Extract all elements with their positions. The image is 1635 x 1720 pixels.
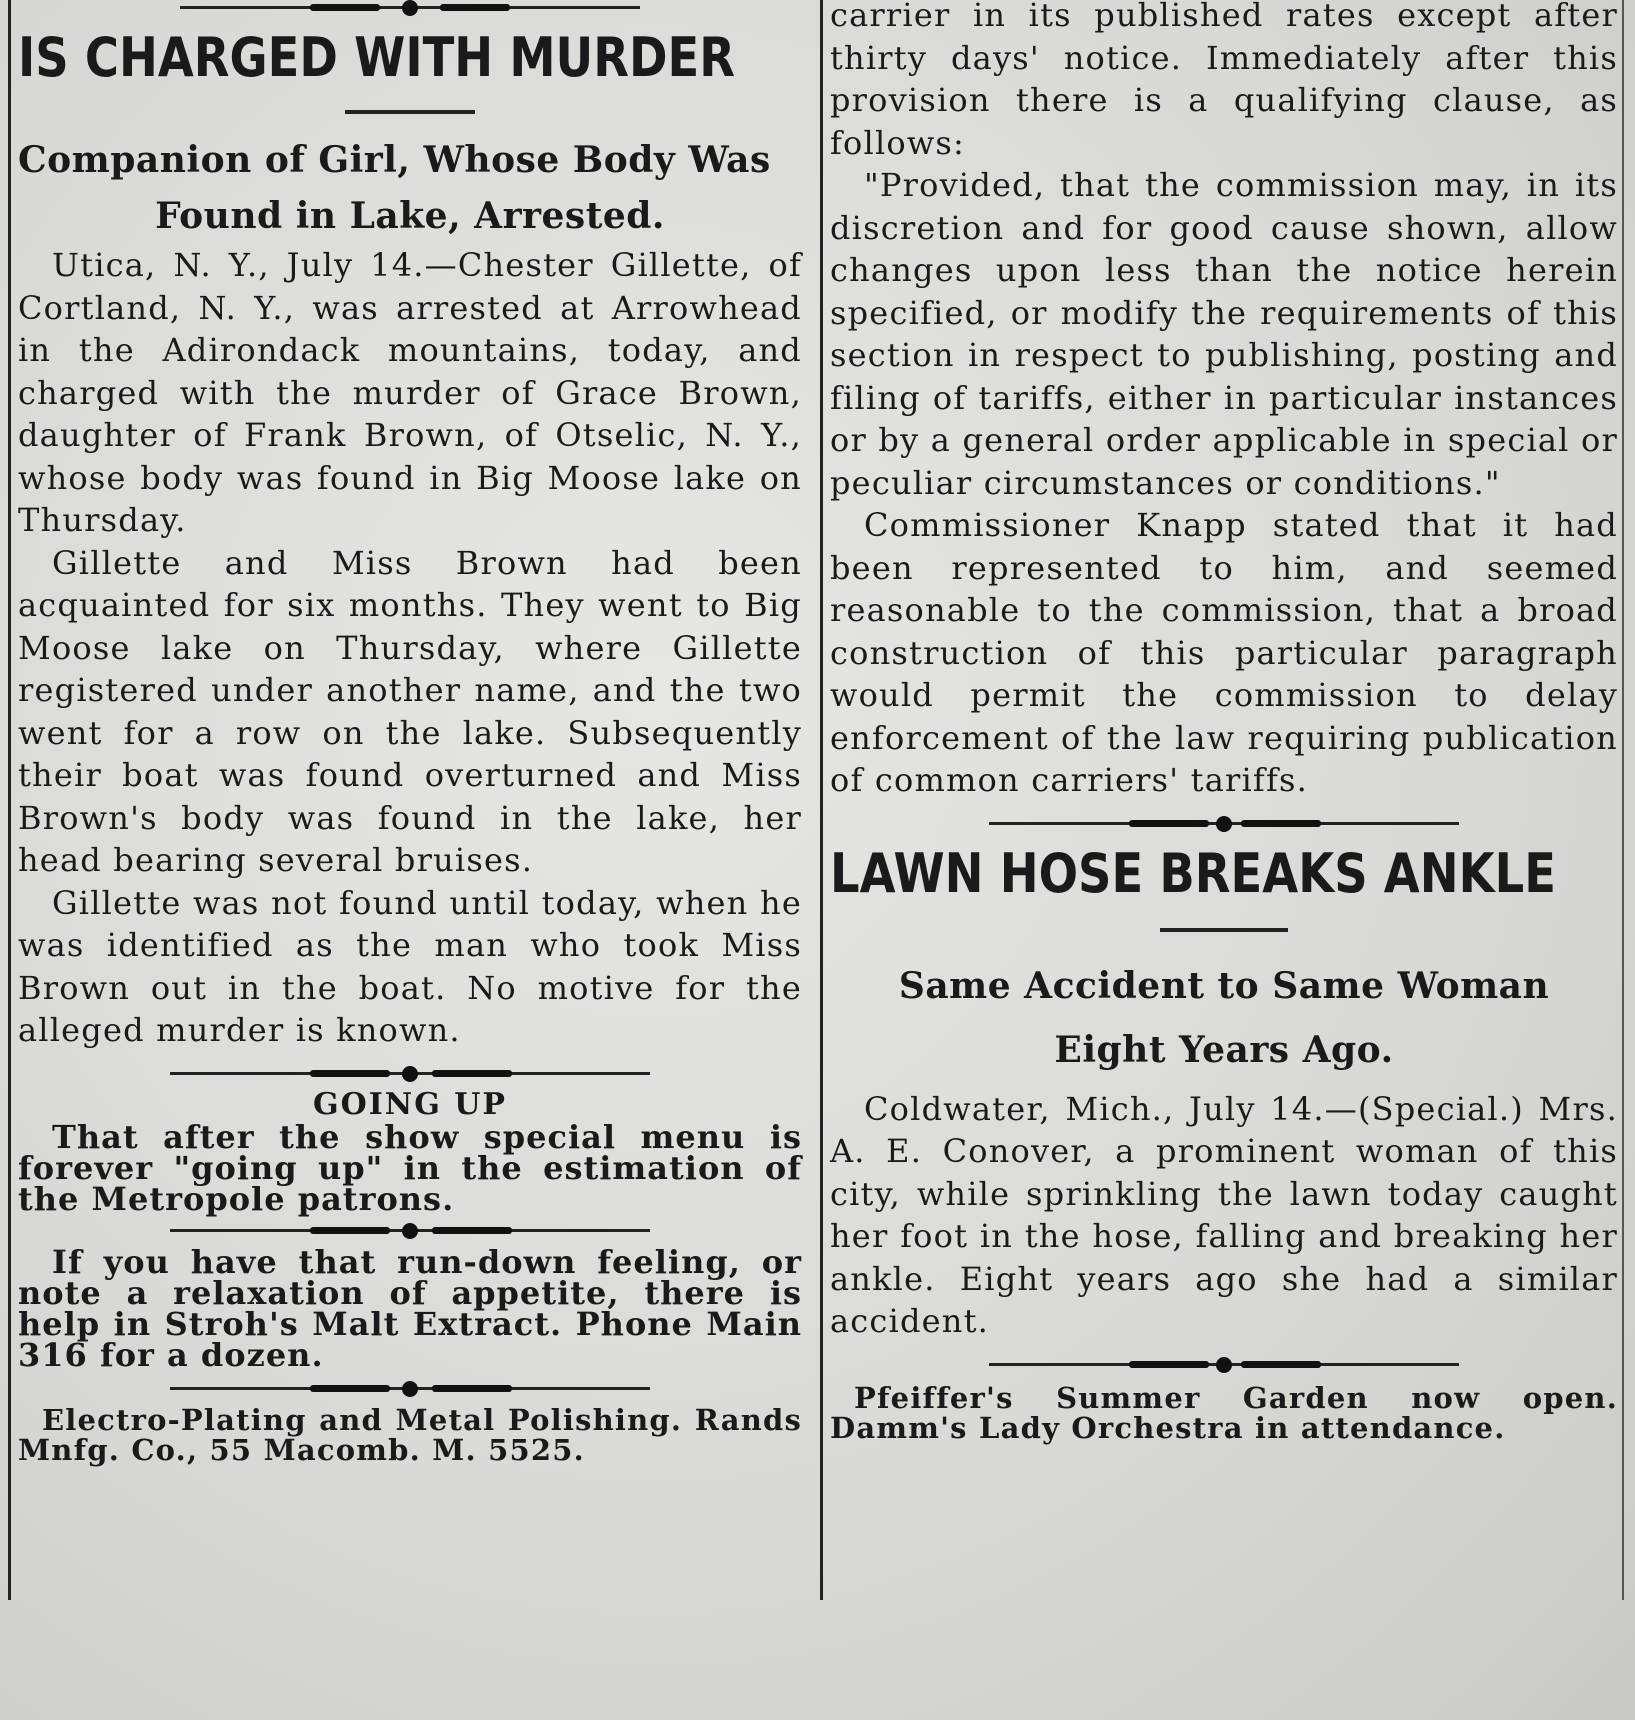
murder-paragraph-1: Utica, N. Y., July 14.—Chester Gillette, of Cortland, N. Y., was arrested at Arrowhead in the Adirondack mountains, today, and charged with the murder of Grace Brown, daughter of Frank Brown, of Otselic, N. Y., whose body was found in Big Moose lake on Thursday. (18, 246, 802, 539)
ornament-rule-1 (170, 1066, 650, 1080)
lawn-short-rule (1160, 928, 1288, 932)
murder-headline: IS CHARGED WITH MURDER (18, 26, 736, 89)
ad-malt-extract-text: If you have that run-down feeling, or note a relaxation of appetite, there is help in Stroh's Malt Extract. Phone Main 316 for a dozen. (18, 1242, 802, 1374)
lawn-hose-headline: LAWN HOSE BREAKS ANKLE (830, 841, 1556, 905)
top-ornament-rule-left (180, 0, 640, 14)
ornament-rule-3 (170, 1381, 650, 1395)
left-column (18, 0, 802, 1465)
right-border-rule (1622, 0, 1624, 1600)
ad-going-up-title: GOING UP (313, 1086, 507, 1122)
ad-going-up-text: That after the show special menu is forever "going up" in the estimation of the Metropole patrons. (18, 1117, 802, 1218)
right-column (830, 0, 1618, 1443)
lawn-paragraph-1: Coldwater, Mich., July 14.—(Special.) Mrs. A. E. Conover, a prominent woman of this city, while sprinkling the lawn today caught her foot in the hose, falling and breaking her ankle. Eight years ago she had a similar accident. (830, 1089, 1618, 1340)
ad-summer-garden-text: Pfeiffer's Summer Garden now open. Damm's Lady Orchestra in attendance. (830, 1380, 1618, 1445)
ornament-rule-right-2 (989, 1357, 1459, 1371)
murder-paragraph-3: Gillette was not found until today, when he was identified as the man who took Miss Brown out in the boat. No motive for the alleged murder is known. (18, 883, 802, 1049)
murder-subhead-line-1: Companion of Girl, Whose Body Was (18, 139, 771, 181)
ornament-rule-right-1 (989, 816, 1459, 830)
tariff-quote-paragraph: "Provided, that the commission may, in its discretion and for good cause shown, allow changes upon less than the notice herein specified, or modify the requirements of this section in respect to publishing, posting and filing of tariffs, either in particular instances or by a general order applicable in special or peculiar circumstances or conditions." (830, 166, 1618, 502)
murder-subhead-line-2: Found in Lake, Arrested. (155, 195, 665, 237)
lawn-subhead-line-1: Same Accident to Same Woman (898, 964, 1550, 1007)
tariff-paragraph-top: carrier in its published rates except after thirty days' notice. Immediately after this provision there is a qualifying clause, as follows: (830, 0, 1618, 162)
ad-electro-plating-text: Electro-Plating and Metal Polishing. Rands Mnfg. Co., 55 Macomb. M. 5525. (18, 1402, 802, 1467)
column-divider-rule (820, 0, 823, 1600)
knapp-paragraph: Commissioner Knapp stated that it had been represented to him, and seemed reasonable to the commission, that a broad construction of this particular paragraph would permit the commission to delay enforcement of the law requiring publication of common carriers' tariffs. (830, 506, 1618, 799)
murder-paragraph-2: Gillette and Miss Brown had been acquainted for six months. They went to Big Moose lake on Thursday, where Gillette registered under another name, and the two went for a row on the lake. Subsequently their boat was found overturned and Miss Brown's body was found in the lake, her head bearing several bruises. (18, 543, 802, 879)
left-border-rule (8, 0, 11, 1600)
headline-short-rule (345, 110, 475, 114)
lawn-subhead-line-2: Eight Years Ago. (1054, 1028, 1394, 1071)
ornament-rule-2 (170, 1223, 650, 1237)
